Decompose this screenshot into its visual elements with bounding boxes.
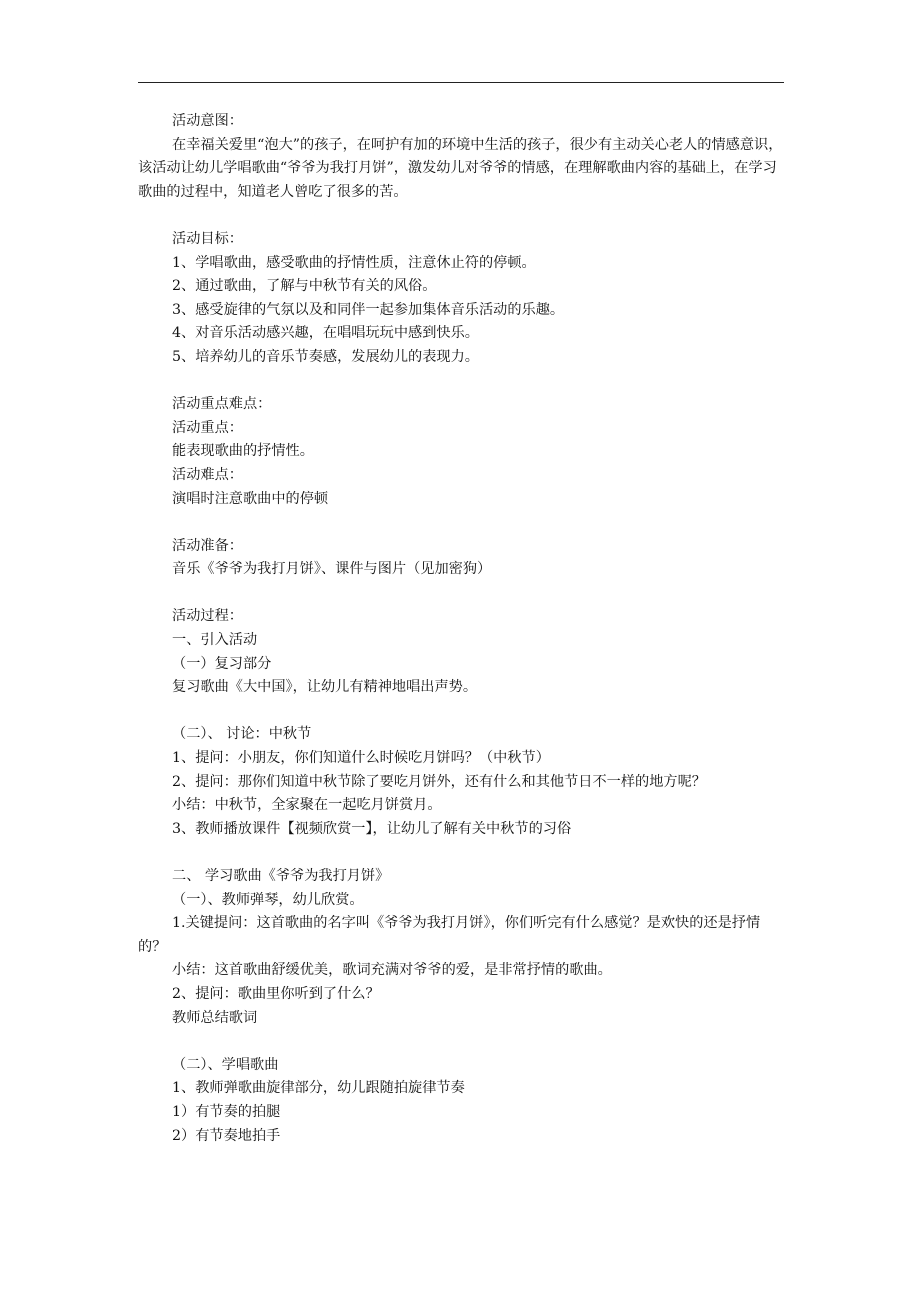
document-body xyxy=(138,110,786,1148)
part1-sub2-title: （二）、 讨论：中秋节 xyxy=(172,726,312,743)
focus-text: 能表现歌曲的抒情性。 xyxy=(172,443,314,460)
part2-sub2-item: 2）有节奏地拍手 xyxy=(172,1127,281,1144)
part2-title: 二、 学习歌曲《爷爷为我打月饼》 xyxy=(172,868,390,884)
goal-item: 1、学唱歌曲，感受歌曲的抒情性质，注意休止符的停顿。 xyxy=(172,254,536,271)
spacer xyxy=(138,841,786,865)
part1-title: 一、引入活动 xyxy=(172,632,258,649)
goal-item: 5、培养幼儿的音乐节奏感，发展幼儿的表现力。 xyxy=(172,348,479,365)
part1-sub1-title: （一）复习部分 xyxy=(172,655,272,672)
spacer xyxy=(138,1030,786,1054)
part2-sub2-title: （二）、学唱歌曲 xyxy=(172,1056,279,1073)
difficulty-text: 演唱时注意歌曲中的停顿 xyxy=(172,490,329,507)
spacer xyxy=(138,700,786,724)
part1-sub2-item: 2、提问：那你们知道中秋节除了要吃月饼外，还有什么和其他节日不一样的地方呢？ xyxy=(172,773,706,790)
part2-sub1-question2: 2、提问：歌曲里你听到了什么？ xyxy=(172,985,380,1002)
part2-sub2-item: 1）有节奏的拍腿 xyxy=(172,1103,281,1120)
goal-item: 4、对音乐活动感兴趣，在唱唱玩玩中感到快乐。 xyxy=(172,325,479,342)
process-heading: 活动过程： xyxy=(172,608,243,625)
preparation-text: 音乐《爷爷为我打月饼》、课件与图片（见加密狗） xyxy=(172,561,492,578)
header-rule xyxy=(138,82,784,83)
goals-heading: 活动目标： xyxy=(172,230,243,247)
spacer xyxy=(138,204,786,228)
spacer xyxy=(138,582,786,606)
part2-sub2-item: 1、教师弹歌曲旋律部分，幼儿跟随拍旋律节奏 xyxy=(172,1080,465,1097)
key-points-heading: 活动重点难点： xyxy=(172,396,272,413)
part1-sub2-item: 3、教师播放课件【视频欣赏一】，让幼儿了解有关中秋节的习俗 xyxy=(172,820,572,837)
part2-sub1-teacher: 教师总结歌词 xyxy=(172,1009,258,1026)
goal-item: 2、通过歌曲，了解与中秋节有关的风俗。 xyxy=(172,278,437,295)
focus-label: 活动重点： xyxy=(172,419,243,436)
intent-paragraph: 在幸福关爱里“泡大”的孩子，在呵护有加的环境中生活的孩子，很少有主动关心老人的情感意识，该活动让幼儿学唱歌曲“爷爷为我打月饼”，激发幼儿对爷爷的情感，在理解歌曲内容的基础上，在学习歌曲的过程中，知道老人曾吃了很多的苦。 xyxy=(138,136,783,200)
preparation-heading: 活动准备： xyxy=(172,537,243,554)
part2-sub1-summary: 小结：这首歌曲舒缓优美，歌词充满对爷爷的爱，是非常抒情的歌曲。 xyxy=(172,962,612,979)
goal-item: 3、感受旋律的气氛以及和同伴一起参加集体音乐活动的乐趣。 xyxy=(172,301,565,318)
part2-sub1-question1: 1.关键提问：这首歌曲的名字叫《爷爷为我打月饼》，你们听完有什么感觉？是欢快的还是抒情的？ xyxy=(138,915,761,955)
part1-sub1-text: 复习歌曲《大中国》，让幼儿有精神地唱出声势。 xyxy=(172,679,478,696)
spacer xyxy=(138,511,786,535)
part1-sub2-item: 1、提问：小朋友，你们知道什么时候吃月饼吗？（中秋节） xyxy=(172,750,550,767)
intent-heading: 活动意图： xyxy=(172,113,243,129)
difficulty-label: 活动难点： xyxy=(172,466,243,483)
spacer xyxy=(138,370,786,394)
part2-sub1-title: （一）、教师弹琴，幼儿欣赏。 xyxy=(172,891,364,908)
part1-sub2-item: 小结：中秋节，全家聚在一起吃月饼赏月。 xyxy=(172,797,442,814)
